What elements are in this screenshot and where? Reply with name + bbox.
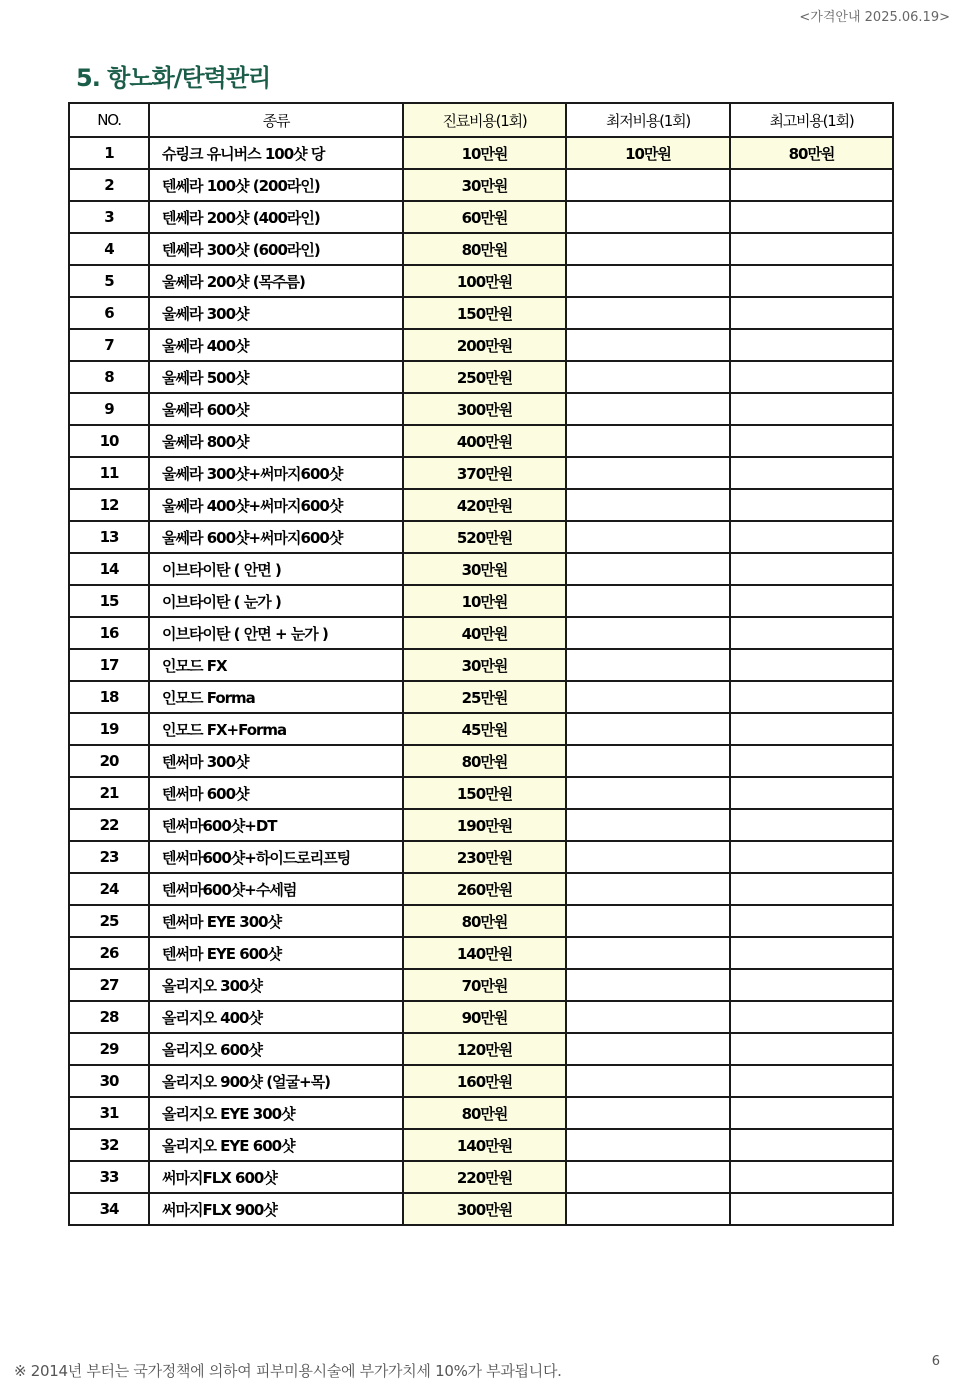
treatment-name-cell: 올리지오 300샷: [149, 969, 403, 1001]
min-price-cell: [566, 169, 730, 201]
max-price-cell: [730, 329, 893, 361]
min-price-cell: [566, 553, 730, 585]
treatment-price-cell: 150만원: [403, 297, 566, 329]
treatment-price-cell: 220만원: [403, 1161, 566, 1193]
table-row: [69, 457, 893, 489]
row-number-cell: 24: [69, 873, 149, 905]
treatment-name-cell: 울쎄라 300샷+써마지600샷: [149, 457, 403, 489]
max-price-cell: [730, 713, 893, 745]
min-price-cell: [566, 585, 730, 617]
table-row: [69, 809, 893, 841]
row-number-cell: 23: [69, 841, 149, 873]
table-row: [69, 393, 893, 425]
treatment-price-cell: 250만원: [403, 361, 566, 393]
treatment-price-cell: 370만원: [403, 457, 566, 489]
treatment-price-cell: 30만원: [403, 553, 566, 585]
treatment-name-cell: 텐써마 EYE 600샷: [149, 937, 403, 969]
treatment-price-cell: 190만원: [403, 809, 566, 841]
min-price-cell: [566, 425, 730, 457]
min-price-cell: [566, 745, 730, 777]
treatment-name-cell: 텐써마 600샷: [149, 777, 403, 809]
min-price-cell: [566, 649, 730, 681]
min-price-cell: [566, 1129, 730, 1161]
max-price-cell: [730, 233, 893, 265]
min-price-cell: [566, 809, 730, 841]
max-price-cell: [730, 1001, 893, 1033]
min-price-cell: [566, 265, 730, 297]
table-row: [69, 169, 893, 201]
treatment-name-cell: 텐쎄라 300샷 (600라인): [149, 233, 403, 265]
treatment-name-cell: 올리지오 900샷 (얼굴+목): [149, 1065, 403, 1097]
table-row: [69, 713, 893, 745]
max-price-cell: [730, 777, 893, 809]
row-number-cell: 30: [69, 1065, 149, 1097]
min-price-cell: [566, 361, 730, 393]
column-header-no: NO.: [69, 103, 149, 137]
treatment-name-cell: 올리지오 EYE 300샷: [149, 1097, 403, 1129]
min-price-cell: [566, 201, 730, 233]
treatment-price-cell: 400만원: [403, 425, 566, 457]
min-price-cell: [566, 297, 730, 329]
min-price-cell: [566, 1097, 730, 1129]
table-row: [69, 745, 893, 777]
row-number-cell: 21: [69, 777, 149, 809]
max-price-cell: [730, 1097, 893, 1129]
treatment-price-cell: 80만원: [403, 1097, 566, 1129]
treatment-price-cell: 230만원: [403, 841, 566, 873]
table-row: [69, 777, 893, 809]
max-price-cell: [730, 1033, 893, 1065]
treatment-name-cell: 텐써마600샷+수세럼: [149, 873, 403, 905]
table-row: [69, 297, 893, 329]
row-number-cell: 18: [69, 681, 149, 713]
treatment-price-cell: 80만원: [403, 905, 566, 937]
treatment-name-cell: 텐쎄라 200샷 (400라인): [149, 201, 403, 233]
row-number-cell: 28: [69, 1001, 149, 1033]
table-row: [69, 1129, 893, 1161]
row-number-cell: 19: [69, 713, 149, 745]
min-price-cell: [566, 521, 730, 553]
treatment-price-cell: 80만원: [403, 233, 566, 265]
treatment-name-cell: 텐써마600샷+하이드로리프팅: [149, 841, 403, 873]
min-price-cell: [566, 1033, 730, 1065]
row-number-cell: 33: [69, 1161, 149, 1193]
max-price-cell: [730, 553, 893, 585]
max-price-cell: [730, 1065, 893, 1097]
treatment-price-cell: 160만원: [403, 1065, 566, 1097]
treatment-name-cell: 올리지오 600샷: [149, 1033, 403, 1065]
row-number-cell: 1: [69, 137, 149, 169]
table-row: [69, 425, 893, 457]
max-price-cell: [730, 649, 893, 681]
row-number-cell: 5: [69, 265, 149, 297]
treatment-price-cell: 140만원: [403, 1129, 566, 1161]
max-price-cell: [730, 1161, 893, 1193]
max-price-cell: [730, 425, 893, 457]
table-row: [69, 649, 893, 681]
treatment-name-cell: 인모드 FX+Forma: [149, 713, 403, 745]
row-number-cell: 7: [69, 329, 149, 361]
treatment-name-cell: 올리지오 EYE 600샷: [149, 1129, 403, 1161]
row-number-cell: 14: [69, 553, 149, 585]
treatment-name-cell: 인모드 FX: [149, 649, 403, 681]
min-price-cell: [566, 841, 730, 873]
treatment-name-cell: 써마지FLX 900샷: [149, 1193, 403, 1225]
treatment-price-cell: 90만원: [403, 1001, 566, 1033]
treatment-name-cell: 텐써마 300샷: [149, 745, 403, 777]
min-price-cell: [566, 905, 730, 937]
row-number-cell: 17: [69, 649, 149, 681]
min-price-cell: [566, 489, 730, 521]
table-row: [69, 617, 893, 649]
max-price-cell: [730, 1129, 893, 1161]
treatment-name-cell: 텐쎄라 100샷 (200라인): [149, 169, 403, 201]
table-row: [69, 969, 893, 1001]
max-price-cell: [730, 521, 893, 553]
table-row: [69, 905, 893, 937]
max-price-cell: [730, 361, 893, 393]
row-number-cell: 6: [69, 297, 149, 329]
treatment-name-cell: 이브타이탄 ( 안면 ): [149, 553, 403, 585]
treatment-price-cell: 10만원: [403, 585, 566, 617]
page-number: 6: [931, 1354, 940, 1369]
table-row: [69, 841, 893, 873]
max-price-cell: [730, 265, 893, 297]
treatment-name-cell: 울쎄라 600샷+써마지600샷: [149, 521, 403, 553]
row-number-cell: 16: [69, 617, 149, 649]
row-number-cell: 31: [69, 1097, 149, 1129]
max-price-cell: [730, 201, 893, 233]
table-body: [69, 137, 893, 1225]
max-price-cell: [730, 873, 893, 905]
max-price-cell: [730, 809, 893, 841]
treatment-price-cell: 120만원: [403, 1033, 566, 1065]
treatment-price-cell: 100만원: [403, 265, 566, 297]
table-row: [69, 1033, 893, 1065]
treatment-price-cell: 80만원: [403, 745, 566, 777]
max-price-cell: 80만원: [730, 137, 893, 169]
row-number-cell: 22: [69, 809, 149, 841]
table-row: [69, 1001, 893, 1033]
table-row: [69, 937, 893, 969]
max-price-cell: [730, 681, 893, 713]
max-price-cell: [730, 169, 893, 201]
treatment-price-cell: 70만원: [403, 969, 566, 1001]
row-number-cell: 20: [69, 745, 149, 777]
table-header-row: [69, 103, 893, 137]
column-header-max-price: 최고비용(1회): [730, 103, 893, 137]
treatment-name-cell: 인모드 Forma: [149, 681, 403, 713]
table-row: [69, 1161, 893, 1193]
row-number-cell: 32: [69, 1129, 149, 1161]
min-price-cell: [566, 969, 730, 1001]
table-row: [69, 361, 893, 393]
min-price-cell: 10만원: [566, 137, 730, 169]
row-number-cell: 29: [69, 1033, 149, 1065]
min-price-cell: [566, 1001, 730, 1033]
min-price-cell: [566, 393, 730, 425]
treatment-price-cell: 60만원: [403, 201, 566, 233]
table-row: [69, 233, 893, 265]
row-number-cell: 3: [69, 201, 149, 233]
treatment-name-cell: 슈링크 유니버스 100샷 당: [149, 137, 403, 169]
min-price-cell: [566, 329, 730, 361]
table-row: [69, 553, 893, 585]
row-number-cell: 2: [69, 169, 149, 201]
table-row: [69, 265, 893, 297]
treatment-name-cell: 울쎄라 200샷 (목주름): [149, 265, 403, 297]
max-price-cell: [730, 297, 893, 329]
max-price-cell: [730, 617, 893, 649]
row-number-cell: 13: [69, 521, 149, 553]
treatment-name-cell: 울쎄라 400샷+써마지600샷: [149, 489, 403, 521]
max-price-cell: [730, 905, 893, 937]
max-price-cell: [730, 489, 893, 521]
max-price-cell: [730, 585, 893, 617]
treatment-price-cell: 30만원: [403, 649, 566, 681]
row-number-cell: 9: [69, 393, 149, 425]
table-row: [69, 1097, 893, 1129]
table-row: [69, 873, 893, 905]
row-number-cell: 25: [69, 905, 149, 937]
max-price-cell: [730, 745, 893, 777]
treatment-price-cell: 10만원: [403, 137, 566, 169]
treatment-name-cell: 써마지FLX 600샷: [149, 1161, 403, 1193]
column-header-min-price: 최저비용(1회): [566, 103, 730, 137]
treatment-price-cell: 40만원: [403, 617, 566, 649]
min-price-cell: [566, 1193, 730, 1225]
max-price-cell: [730, 1193, 893, 1225]
treatment-price-cell: 45만원: [403, 713, 566, 745]
treatment-name-cell: 울쎄라 500샷: [149, 361, 403, 393]
treatment-price-cell: 260만원: [403, 873, 566, 905]
min-price-cell: [566, 1065, 730, 1097]
row-number-cell: 26: [69, 937, 149, 969]
table-row: [69, 201, 893, 233]
max-price-cell: [730, 969, 893, 1001]
row-number-cell: 27: [69, 969, 149, 1001]
max-price-cell: [730, 393, 893, 425]
min-price-cell: [566, 873, 730, 905]
table-row: [69, 1193, 893, 1225]
vat-footnote: ※ 2014년 부터는 국가정책에 의하여 피부미용시술에 부가가치세 10%가 부과됩니다.: [14, 1362, 562, 1380]
max-price-cell: [730, 841, 893, 873]
treatment-price-cell: 140만원: [403, 937, 566, 969]
row-number-cell: 34: [69, 1193, 149, 1225]
table-row: [69, 681, 893, 713]
price-date-label: <가격안내 2025.06.19>: [799, 10, 950, 25]
column-header-price: 진료비용(1회): [403, 103, 566, 137]
treatment-price-cell: 300만원: [403, 393, 566, 425]
treatment-price-cell: 150만원: [403, 777, 566, 809]
row-number-cell: 4: [69, 233, 149, 265]
price-table: [68, 102, 894, 1226]
treatment-name-cell: 올리지오 400샷: [149, 1001, 403, 1033]
row-number-cell: 8: [69, 361, 149, 393]
treatment-price-cell: 520만원: [403, 521, 566, 553]
treatment-name-cell: 울쎄라 800샷: [149, 425, 403, 457]
row-number-cell: 12: [69, 489, 149, 521]
treatment-name-cell: 텐써마 EYE 300샷: [149, 905, 403, 937]
treatment-price-cell: 30만원: [403, 169, 566, 201]
treatment-name-cell: 이브타이탄 ( 안면 + 눈가 ): [149, 617, 403, 649]
row-number-cell: 11: [69, 457, 149, 489]
table-row: [69, 521, 893, 553]
min-price-cell: [566, 617, 730, 649]
min-price-cell: [566, 233, 730, 265]
row-number-cell: 10: [69, 425, 149, 457]
treatment-name-cell: 이브타이탄 ( 눈가 ): [149, 585, 403, 617]
min-price-cell: [566, 457, 730, 489]
treatment-price-cell: 420만원: [403, 489, 566, 521]
treatment-name-cell: 울쎄라 400샷: [149, 329, 403, 361]
treatment-name-cell: 울쎄라 600샷: [149, 393, 403, 425]
treatment-price-cell: 200만원: [403, 329, 566, 361]
table-row: [69, 1065, 893, 1097]
table-row: [69, 585, 893, 617]
max-price-cell: [730, 937, 893, 969]
treatment-name-cell: 울쎄라 300샷: [149, 297, 403, 329]
min-price-cell: [566, 777, 730, 809]
treatment-price-cell: 300만원: [403, 1193, 566, 1225]
min-price-cell: [566, 681, 730, 713]
treatment-price-cell: 25만원: [403, 681, 566, 713]
treatment-name-cell: 텐써마600샷+DT: [149, 809, 403, 841]
min-price-cell: [566, 1161, 730, 1193]
min-price-cell: [566, 937, 730, 969]
column-header-type: 종류: [149, 103, 403, 137]
max-price-cell: [730, 457, 893, 489]
table-row: [69, 137, 893, 169]
table-row: [69, 329, 893, 361]
min-price-cell: [566, 713, 730, 745]
table-row: [69, 489, 893, 521]
section-title: 5. 항노화/탄력관리: [76, 64, 271, 92]
row-number-cell: 15: [69, 585, 149, 617]
